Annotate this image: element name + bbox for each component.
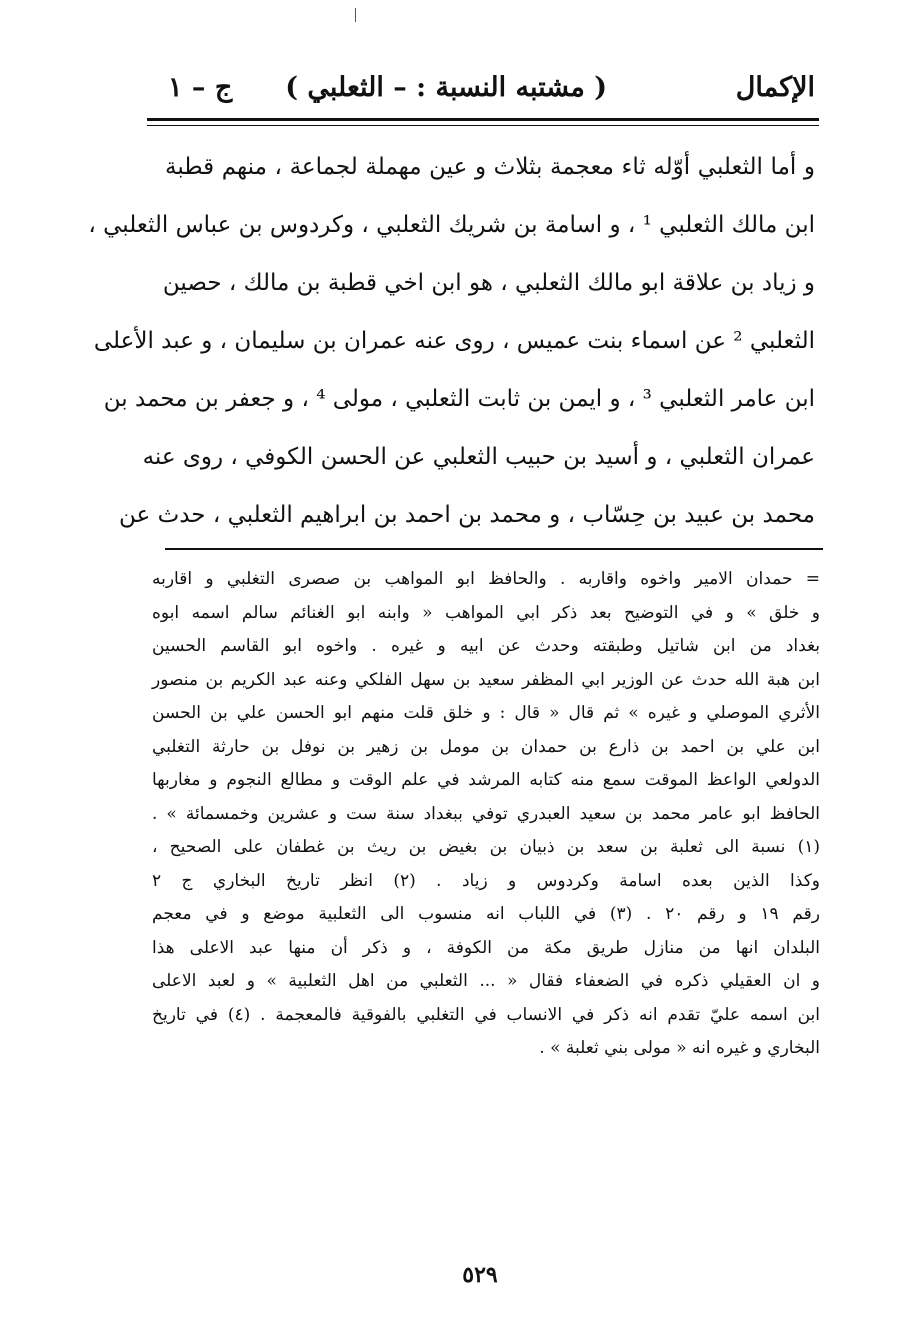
book-title: الإكمال [735, 72, 815, 103]
footnote-line: ابن علي بن احمد بن ذارع بن حمدان بن مومل بن زهير بن نوفل بن حارثة التغلبي [152, 736, 820, 757]
footnote-line: رقم ١٩ و رقم ٢٠ . (٣) في اللباب انه منسوب الى الثعلبية موضع و في معجم [152, 904, 820, 924]
main-text-line: ابن عامر الثعلبي ³ ، و ايمن بن ثابت الثعلبي ، مولى ⁴ ، و جعفر بن محمد بن [103, 386, 815, 412]
footnote-line: الدولعي الواعظ الموقت سمع منه كتابه المرشد في علم الوقت و مطالع النجوم و مغاربها [152, 770, 820, 790]
footnote-line: = حمدان الامير واخوه واقاربه . والحافظ ابو المواهب بن صصرى التغلبي و اقاربه [152, 569, 820, 589]
main-text [88, 138, 815, 544]
main-text-line: ابن مالك الثعلبي ¹ ، و اسامة بن شريك الثعلبي ، وكردوس بن عباس الثعلبي ، [88, 212, 815, 238]
footnotes [152, 563, 820, 1066]
footnote-line: وكذا الذين بعده اسامة وكردوس و زياد . (٢) انظر تاريخ البخاري ج ٢ [152, 870, 820, 891]
footnote-line: الأثري الموصلي و غيره » ثم قال « قال : و خلق قلت منهم ابو الحسن علي بن الحسن [152, 703, 820, 723]
header-rule-thin [147, 125, 819, 126]
page-number: ٥٢٩ [462, 1262, 498, 1288]
volume-number: ج – ١ [168, 72, 233, 103]
main-text-line: و زياد بن علاقة ابو مالك الثعلبي ، هو ابن اخي قطبة بن مالك ، حصين [162, 270, 815, 296]
footnote-line: و ان العقيلي ذكره في الضعفاء فقال « ... الثعلبي من اهل الثعلبية » و لعبد الاعلى [152, 971, 820, 991]
footnote-separator [165, 548, 823, 550]
footnote-line: بغداد من ابن شاتيل وطبقته وحدث عن ابيه و غيره . واخوه ابو القاسم الحسين [152, 636, 820, 656]
footnote-line: الحافظ ابو عامر محمد بن سعيد العبدري توفي ببغداد سنة ست و عشرين وخمسمائة » . [152, 803, 820, 824]
footnote-line: ابن اسمه عليّ تقدم انه ذكر في الانساب في التغلبي بالفوقية فالمعجمة . (٤) في تاريخ [152, 1004, 821, 1025]
footnote-line: البخاري و غيره انه « مولى بني ثعلبة » . [539, 1038, 820, 1058]
main-text-line: و أما الثعلبي أوّله ثاء معجمة بثلاث و عين مهملة لجماعة ، منهم قطبة [165, 154, 815, 180]
section-title: ( مشتبه النسبة : – الثعلبي ) [285, 72, 607, 103]
header-rule-thick [147, 118, 819, 121]
footnote-line: (١) نسبة الى ثعلبة بن سعد بن ذبيان بن بغيض بن ريث بن غطفان على الصحيح ، [152, 837, 820, 857]
main-text-line: الثعلبي ² عن اسماء بنت عميس ، روى عنه عمران بن سليمان ، و عبد الأعلى [93, 328, 815, 354]
footnote-line: ابن هبة الله حدث عن الوزير ابي المظفر سعيد بن سهل الفلكي وعنه عبد الكريم بن منصور [152, 669, 820, 690]
main-text-line: عمران الثعلبي ، و أسيد بن حبيب الثعلبي عن الحسن الكوفي ، روى عنه [142, 444, 815, 470]
footnote-line: البلدان انها من منازل طريق مكة من الكوفة ، و ذكر أن منها عبد الاعلى هذا [152, 937, 820, 958]
footnote-line: و خلق » و في التوضيح بعد ذكر ابي المواهب « وابنه ابو الغنائم سالم اسمه ابوه [152, 602, 820, 623]
main-text-line: محمد بن عبيد بن حِسّاب ، و محمد بن احمد بن ابراهيم الثعلبي ، حدث عن [119, 502, 815, 528]
scan-mark [355, 8, 356, 22]
running-header [150, 66, 815, 116]
